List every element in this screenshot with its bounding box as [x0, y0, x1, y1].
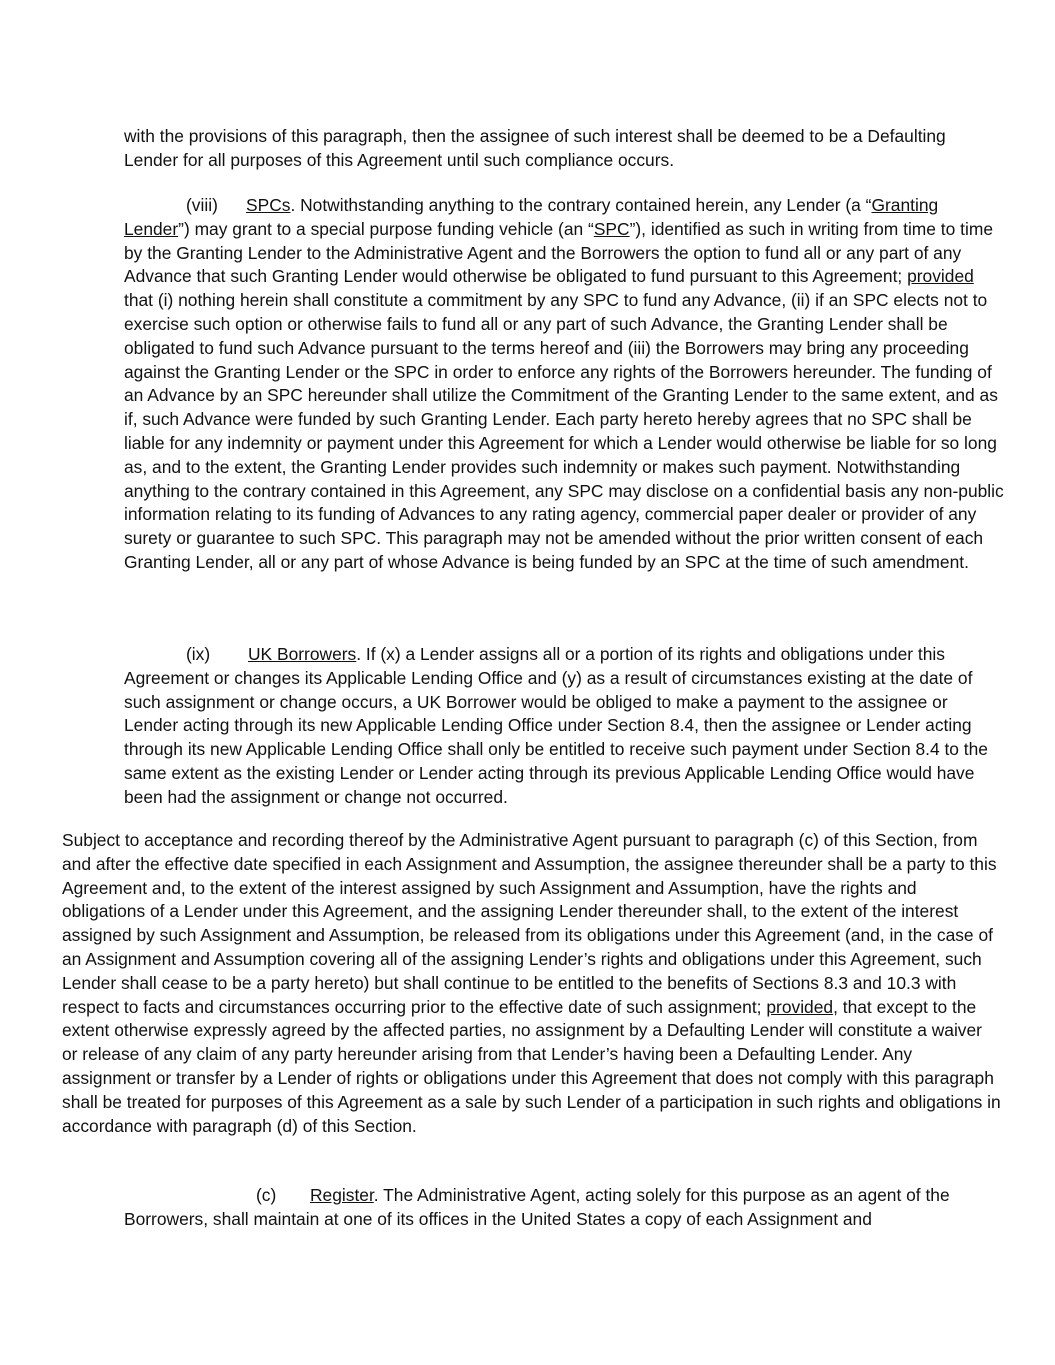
register-heading: Register	[310, 1185, 374, 1205]
spc-term: SPC	[593, 218, 630, 239]
spcs-provided: provided	[907, 266, 974, 287]
spcs-text-1: . Notwithstanding anything to the contrary contained herein, any Lender (a “	[290, 195, 872, 215]
uk-borrowers-paragraph	[124, 643, 1004, 810]
register-paragraph	[124, 1184, 1004, 1232]
continuation-paragraph	[124, 125, 1004, 173]
spcs-text-4: that (i) nothing herein shall constitute a commitment by any SPC to fund any Advance, (ii) if an SPC elects not to exercise such option or otherwise fails to fund all or any part of such Advance, the Granting Lender shall be obligated to fund such Advance pursuant to the terms hereof and (iii) the Borrowers may bring any proceeding against the Granting Lender or the SPC in order to enforce any rights of the Borrowers hereunder. The funding of an Advance by an SPC hereunder shall utilize the Commitment of the Granting Lender to the same extent, and as if, such Advance were funded by such Granting Lender. Each party hereto hereby agrees that no SPC shall be liable for any indemnity or payment under this Agreement for which a Lender would otherwise be liable for so long as, and to the extent, the Granting Lender provides such indemnity or makes such payment. Notwithstanding anything to the contrary contained in this Agreement, any SPC may disclose on a confidential basis any non-public information relating to its funding of Advances to any rating agency, commercial paper dealer or provider of any surety or guarantee to such SPC. This paragraph may not be amended without the prior written consent of each Granting Lender, all or any part of whose Advance is being funded by an SPC at the time of such amendment.	[124, 290, 1004, 572]
uk-borrowers-number: (ix)	[186, 644, 211, 664]
continuation-text: with the provisions of this paragraph, then the assignee of such interest shall be deemed to be a Defaulting Lender for all purposes of this Agreement until such compliance occurs.	[124, 126, 946, 170]
subject-to-paragraph	[62, 829, 1002, 1138]
subject-to-text-1: Subject to acceptance and recording thereof by the Administrative Agent pursuant to paragraph (c) of this Section, from and after the effective date specified in each Assignment and Assumption, the assignee thereunder shall be a party to this Agreement and, to the extent of the interest assigned by such Assignment and Assumption, have the rights and obligations of a Lender under this Agreement, and the assigning Lender thereunder shall, to the extent of the interest assigned by such Assignment and Assumption, be released from its obligations under this Agreement (and, in the case of an Assignment and Assumption covering all of the assigning Lender’s rights and obligations under this Agreement, such Lender shall cease to be a party hereto) but shall continue to be entitled to the benefits of Sections 8.3 and 10.3 with respect to facts and circumstances occurring prior to the effective date of such assignment;	[62, 830, 997, 1017]
spcs-paragraph	[124, 194, 1004, 575]
spcs-text-2: ”) may grant to a special purpose funding vehicle (an “	[178, 218, 594, 239]
uk-borrowers-text: . If (x) a Lender assigns all or a portion of its rights and obligations under this Agreement or changes its Applicable Lending Office and (y) as a result of circumstances existing at the date of such assignment or change occurs, a UK Borrower would be obliged to make a payment to the assignee or Lender acting through its new Applicable Lending Office under Section 8.4, then the assignee or Lender acting through its new Applicable Lending Office shall only be entitled to receive such payment under Section 8.4 to the same extent as the existing Lender or Lender acting through its previous Applicable Lending Office would have been had the assignment or change not occurred.	[124, 644, 988, 807]
subject-to-text-2: , that except to the extent otherwise expressly agreed by the affected parties, no assignment by a Defaulting Lender will constitute a waiver or release of any claim of any party hereunder arising from that Lender’s having been a Defaulting Lender. Any assignment or transfer by a Lender of rights or obligations under this Agreement that does not comply with this paragraph shall be treated for purposes of this Agreement as a sale by such Lender of a participation in such rights and obligations in accordance with paragraph (d) of this Section.	[62, 996, 1001, 1136]
spcs-text-3: ”), identified as such in writing from time to time by the Granting Lender to the Administrative Agent and the Borrowers the option to fund all or any part of any Advance that such Granting Lender would otherwise be obligated to fund pursuant to this Agreement;	[124, 218, 993, 287]
uk-borrowers-heading: UK Borrowers	[248, 644, 357, 664]
subject-to-provided: provided	[766, 996, 834, 1017]
register-number: (c)	[256, 1185, 277, 1205]
granting-lender-term: Granting Lender	[124, 195, 939, 239]
spcs-number: (viii)	[186, 195, 218, 215]
register-text: . The Administrative Agent, acting solely for this purpose as an agent of the Borrowers, shall maintain at one of its offices in the United States a copy of each Assignment and	[124, 1185, 950, 1229]
spcs-heading: SPCs	[246, 195, 291, 215]
